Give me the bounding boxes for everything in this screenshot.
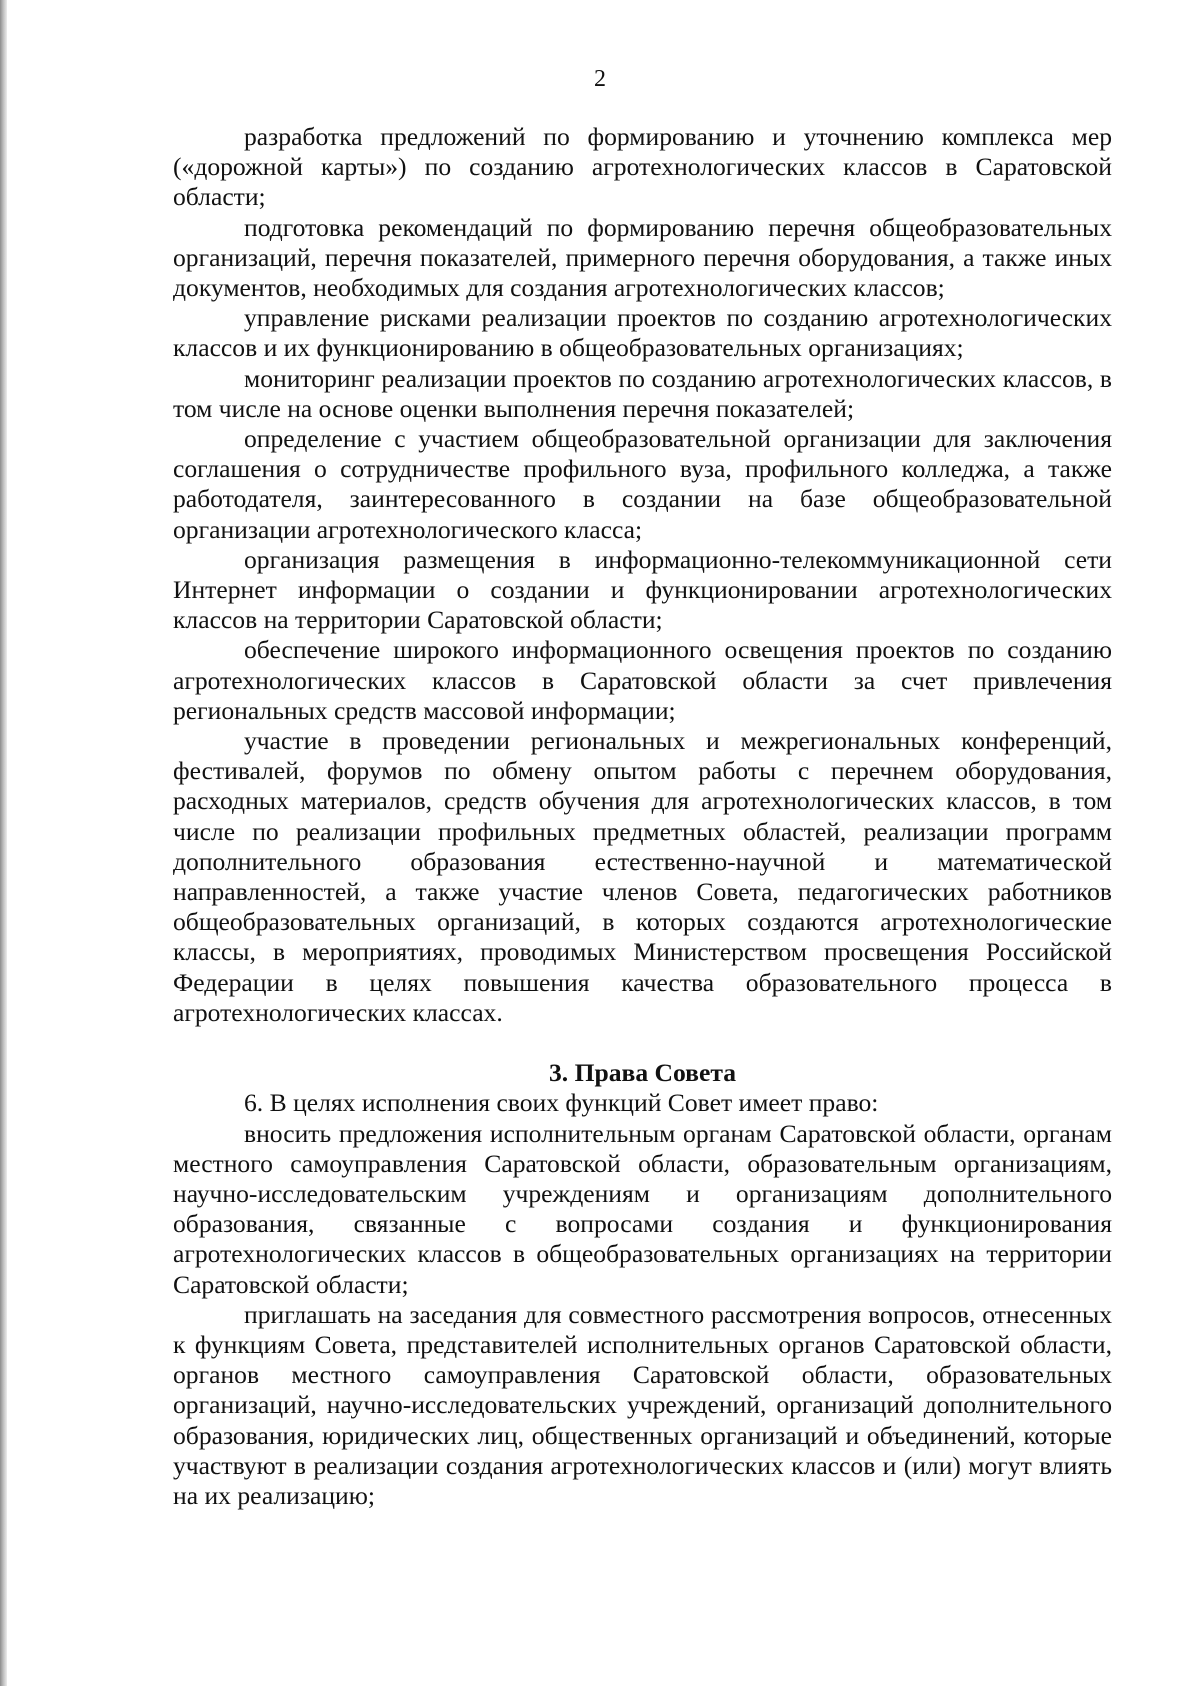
paragraph: определение с участием общеобразовательной организации для заключения соглашения о сотрудничестве профильного вуза, профильного колледжа, а также работодателя, заинтересованного в создании на базе общеобразовательной организации агротехнологического класса;: [173, 424, 1112, 544]
paragraph: мониторинг реализации проектов по созданию агротехнологических классов, в том числе на основе оценки выполнения перечня показателей;: [173, 363, 1112, 423]
paragraph: организация размещения в информационно-телекоммуникационной сети Интернет информации о создании и функционировании агротехнологических классов на территории Саратовской области;: [173, 544, 1112, 635]
paragraph: 6. В целях исполнения своих функций Совет имеет право:: [244, 1088, 879, 1118]
document-body: [173, 122, 1112, 1511]
paragraph: обеспечение широкого информационного освещения проектов по созданию агротехнологических классов в Саратовской области за счет привлечения региональных средств массовой информации;: [173, 635, 1112, 725]
paragraph: приглашать на заседания для совместного рассмотрения вопросов, отнесенных к функциям Совета, представителей исполнительных органов Саратовской области, органов местного самоуправления Саратовской области, образовательных организаций, научно-исследовательских учреждений, организаций дополнительного образования, юридических лиц, общественных организаций и объединений, которые участвуют в реализации создания агротехнологических классов и (или) могут влиять на их реализацию;: [173, 1299, 1112, 1510]
section-heading: 3. Права Совета: [548, 1058, 737, 1088]
paragraph: управление рисками реализации проектов по созданию агротехнологических классов и их функционированию в общеобразовательных организациях;: [173, 303, 1112, 363]
paragraph: разработка предложений по формированию и уточнению комплекса мер («дорожной карты») по созданию агротехнологических классов в Саратовской области;: [173, 122, 1112, 212]
paragraph: участие в проведении региональных и межрегиональных конференций, фестивалей, форумов по обмену опытом работы с перечнем оборудования, расходных материалов, средств обучения для агротехнологических классов, в том числе по реализации профильных предметных областей, реализации программ дополнительного образования естественно-научной и математической направленностей, а также участие членов Совета, педагогических работников общеобразовательных организаций, в которых создаются агротехнологические классы, в мероприятиях, проводимых Министерством просвещения Российской Федерации в целях повышения качества образовательного процесса в агротехнологических классах.: [173, 726, 1112, 1027]
page-number: 2: [594, 66, 606, 92]
paragraph: вносить предложения исполнительным органам Саратовской области, органам местного самоуправления Саратовской области, образовательным организациям, научно-исследовательским учреждениям и организациям дополнительного образования, связанные с вопросами создания и функционирования агротехнологических классов в общеобразовательных организациях на территории Саратовской области;: [173, 1118, 1112, 1299]
paragraph: подготовка рекомендаций по формированию перечня общеобразовательных организаций, перечня показателей, примерного перечня оборудования, а также иных документов, необходимых для создания агротехнологических классов;: [173, 212, 1112, 303]
scan-edge: [0, 0, 7, 1686]
